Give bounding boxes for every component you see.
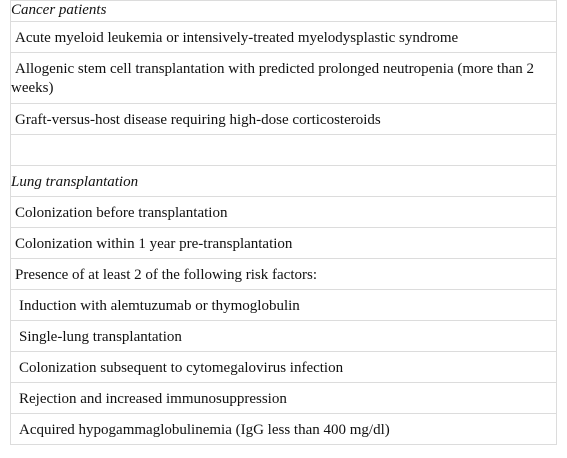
empty-row bbox=[10, 135, 557, 166]
table-row bbox=[10, 197, 557, 228]
risk-factor-table bbox=[10, 0, 557, 445]
row-text: Single-lung transplantation bbox=[19, 329, 182, 345]
row-text: Colonization subsequent to cytomegalovirus infection bbox=[19, 360, 344, 376]
row-text: Rejection and increased immunosuppression bbox=[19, 391, 287, 407]
row-text: Acquired hypogammaglobulinemia (IgG less than 400 mg/dl) bbox=[19, 422, 390, 438]
table-row bbox=[10, 321, 557, 352]
table-row bbox=[10, 414, 557, 445]
row-text: Cancer patients bbox=[11, 2, 107, 18]
table-row bbox=[10, 104, 557, 135]
section-heading-lung-transplantation bbox=[10, 166, 557, 197]
row-text: Lung transplantation bbox=[11, 174, 139, 190]
row-text-line1: Allogenic stem cell transplantation with predicted prolonged neutropenia (more than 2 bbox=[15, 61, 535, 77]
row-text: Presence of at least 2 of the following risk factors: bbox=[15, 267, 317, 283]
row-text: Induction with alemtuzumab or thymoglobulin bbox=[19, 298, 300, 314]
table-row bbox=[10, 259, 557, 290]
table-row bbox=[10, 290, 557, 321]
row-text-line2: weeks) bbox=[11, 80, 54, 96]
table-row bbox=[10, 352, 557, 383]
row-text: Colonization before transplantation bbox=[15, 205, 228, 221]
table-row bbox=[10, 22, 557, 53]
row-text: Colonization within 1 year pre-transplantation bbox=[15, 236, 293, 252]
row-text: Graft-versus-host disease requiring high-dose corticosteroids bbox=[15, 112, 381, 128]
table-row bbox=[10, 53, 557, 104]
section-heading-cancer-patients bbox=[10, 1, 557, 22]
table-row bbox=[10, 383, 557, 414]
table-row bbox=[10, 228, 557, 259]
row-text: Acute myeloid leukemia or intensively-treated myelodysplastic syndrome bbox=[15, 30, 459, 46]
